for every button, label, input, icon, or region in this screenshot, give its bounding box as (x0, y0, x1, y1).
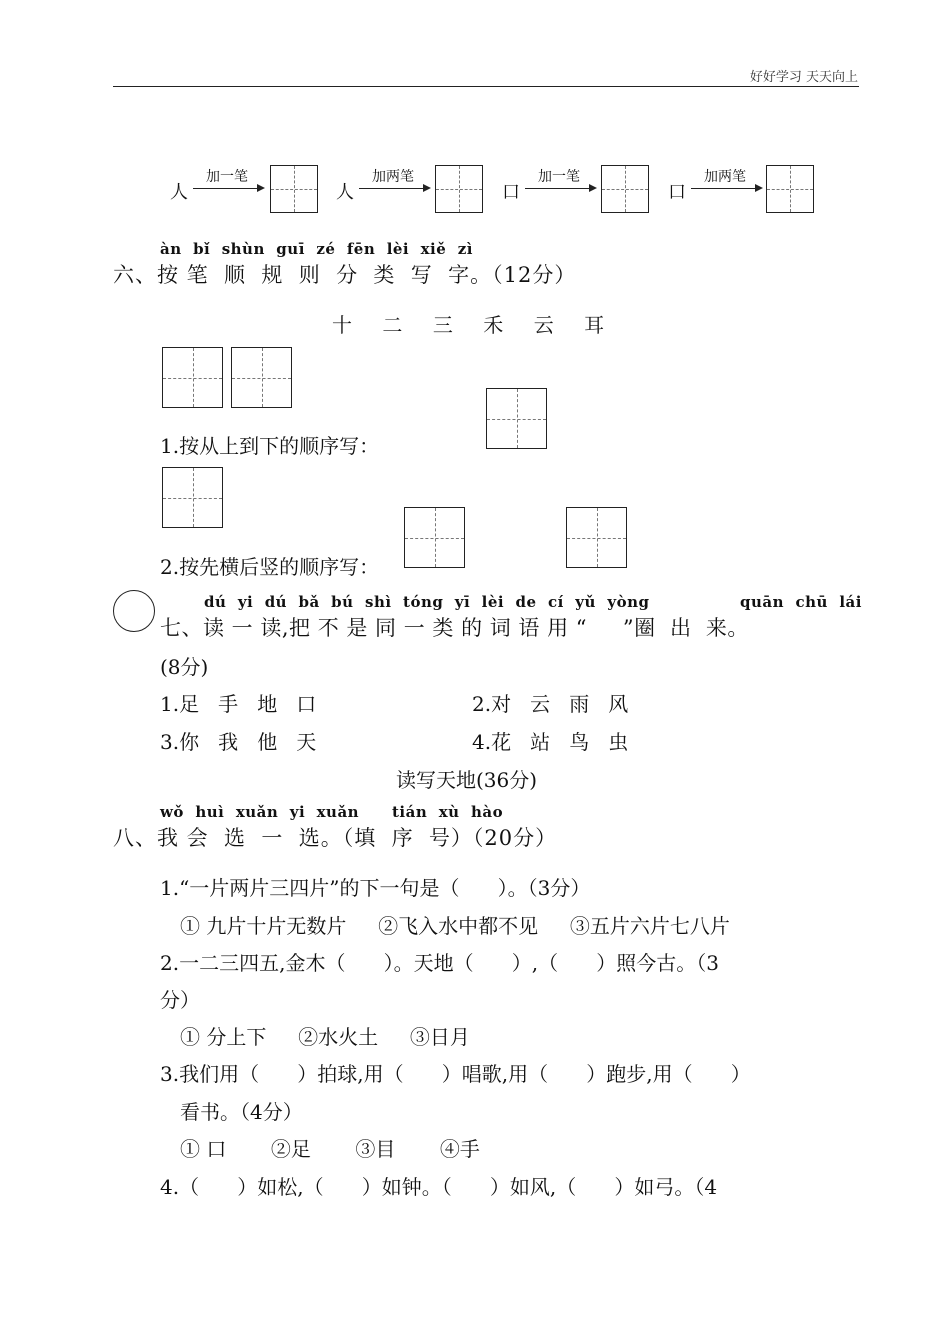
writing-grid-box[interactable] (435, 165, 483, 213)
stroke-base-char: 口 (502, 182, 520, 203)
q8-s3: 3.我们用（ ）拍球,用（ ）唱歌,用（ ）跑步,用（ ） (160, 1062, 751, 1086)
section-title: 读写天地(36分) (396, 768, 538, 792)
circle-mark-icon (113, 590, 155, 632)
q8-s1-options: ① 九片十片无数片 ②飞入水中都不见 ③五片六片七八片 (180, 914, 730, 938)
q8-pinyin: wǒ huì xuǎn yi xuǎn (160, 803, 360, 821)
header-divider (113, 86, 859, 87)
stroke-label: 加一笔 (206, 169, 248, 185)
writing-grid-box[interactable] (270, 165, 318, 213)
q7-item-2: 2.对 云 雨 风 (472, 692, 629, 716)
q6-sub2-label: 2.按先横后竖的顺序写： (160, 555, 380, 579)
q7-title: 七、读 一 读,把 不 是 同 一 类 的 词 语 用 “ ”圈 出 来。 (160, 616, 749, 640)
stroke-base-char: 口 (668, 182, 686, 203)
stroke-label: 加两笔 (372, 169, 414, 185)
arrow-line (525, 188, 591, 189)
writing-grid-box[interactable] (162, 347, 223, 408)
q7-score: (8分) (160, 655, 209, 679)
stroke-base-char: 人 (336, 182, 354, 203)
writing-grid-box[interactable] (566, 507, 627, 568)
writing-grid-box[interactable] (162, 467, 223, 528)
q8-s3-options: ① 口 ②足 ③目 ④手 (180, 1137, 480, 1161)
arrow-line (691, 188, 757, 189)
q8-s2: 2.一二三四五,金木（ ）。天地（ ）,（ ）照今古。（3 (160, 951, 719, 975)
arrow-right-icon (589, 184, 597, 192)
stroke-label: 加两笔 (704, 169, 746, 185)
q8-s4: 4.（ ）如松,（ ）如钟。（ ）如风,（ ）如弓。（4 (160, 1175, 718, 1199)
arrow-right-icon (423, 184, 431, 192)
stroke-label: 加一笔 (538, 169, 580, 185)
stroke-base-char: 人 (170, 182, 188, 203)
q7-item-4: 4.花 站 鸟 虫 (472, 730, 629, 754)
q8-s2-cont: 分） (160, 988, 200, 1012)
q8-title: 八、我 会 选 一 选。（填 序 号）（20分） (113, 826, 558, 850)
writing-grid-box[interactable] (486, 388, 547, 449)
q7-item-3: 3.你 我 他 天 (160, 730, 317, 754)
writing-grid-box[interactable] (231, 347, 292, 408)
q8-s2-options: ① 分上下 ②水火土 ③日月 (180, 1025, 470, 1049)
q8-s1: 1.“一片两片三四片”的下一句是（ ）。（3分） (160, 876, 591, 900)
writing-grid-box[interactable] (404, 507, 465, 568)
q8-pinyin-end: tián xù hào (392, 803, 504, 821)
arrow-line (359, 188, 425, 189)
q6-pinyin: àn bǐ shùn guī zé fēn lèi xiě zì (160, 240, 473, 258)
q7-pinyin-end: quān chū lái (740, 593, 862, 611)
q6-characters: 十 二 三 禾 云 耳 (332, 313, 606, 337)
q7-pinyin: dú yi dú bǎ bú shì tóng yī lèi de cí yǔ yòng (204, 593, 650, 611)
q7-item-1: 1.足 手 地 口 (160, 692, 317, 716)
header-motto: 好好学习 天天向上 (749, 70, 858, 85)
q6-title: 六、按 笔 顺 规 则 分 类 写 字。（12分） (113, 263, 577, 287)
arrow-right-icon (755, 184, 763, 192)
writing-grid-box[interactable] (766, 165, 814, 213)
arrow-right-icon (257, 184, 265, 192)
q6-sub1-label: 1.按从上到下的顺序写： (160, 434, 380, 458)
q8-s3-cont: 看书。（4分） (180, 1100, 303, 1124)
writing-grid-box[interactable] (601, 165, 649, 213)
arrow-line (193, 188, 259, 189)
